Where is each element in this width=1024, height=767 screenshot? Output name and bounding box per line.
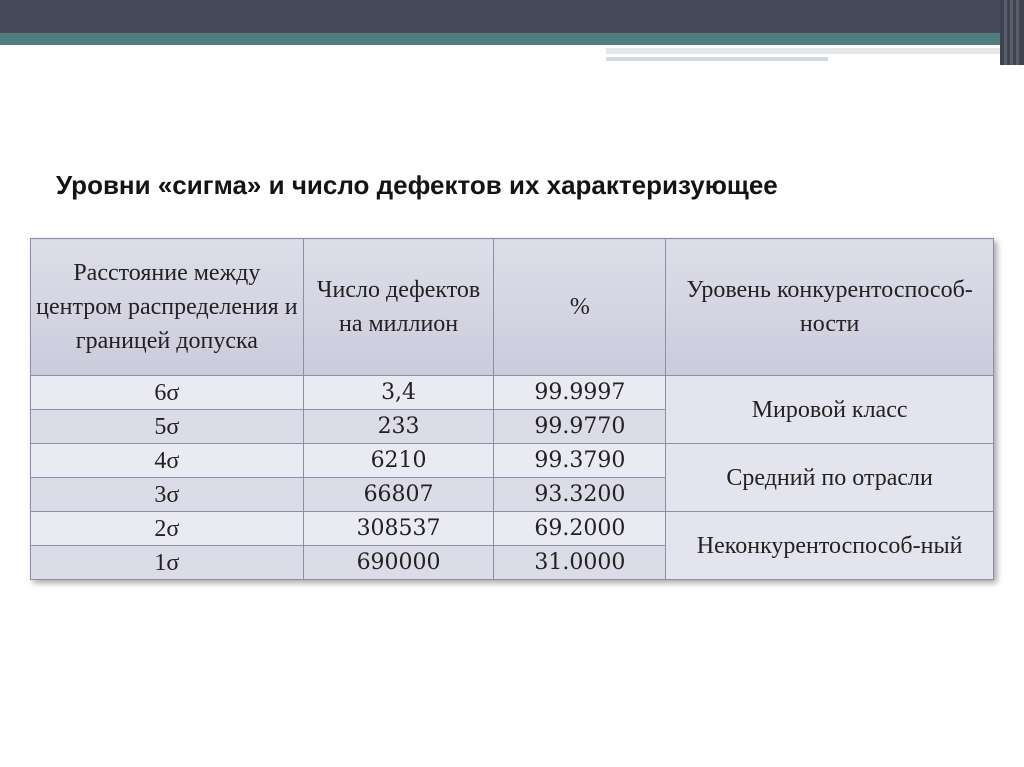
- sigma-table: [30, 238, 994, 580]
- sigma-cell: 1σ: [31, 546, 304, 580]
- header-defects: Число дефектов на миллион: [303, 239, 494, 376]
- header-corner-block: [1000, 0, 1024, 65]
- header-percent: %: [494, 239, 666, 376]
- sigma-cell: 6σ: [31, 376, 304, 410]
- sigma-cell: 3σ: [31, 478, 304, 512]
- percent-cell: 99.9770: [494, 410, 666, 444]
- level-cell-uncompetitive: Неконкурентоспособ-ный: [666, 512, 994, 580]
- header-accent-line: [606, 48, 1000, 54]
- table-header-row: [31, 239, 994, 376]
- table-row: [31, 512, 994, 546]
- sigma-cell: 2σ: [31, 512, 304, 546]
- level-cell-industry-average: Средний по отрасли: [666, 444, 994, 512]
- table-row: [31, 444, 994, 478]
- defects-cell: 690000: [303, 546, 494, 580]
- percent-cell: 93.3200: [494, 478, 666, 512]
- defects-cell: 3,4: [303, 376, 494, 410]
- header-bar-teal: [0, 33, 1000, 45]
- header-accent-line-short: [606, 57, 828, 61]
- slide-title: Уровни «сигма» и число дефектов их характеризующее: [56, 170, 778, 200]
- sigma-cell: 4σ: [31, 444, 304, 478]
- percent-cell: 99.9997: [494, 376, 666, 410]
- header-bar-dark: [0, 0, 1000, 33]
- defects-cell: 6210: [303, 444, 494, 478]
- defects-cell: 308537: [303, 512, 494, 546]
- table-row: [31, 376, 994, 410]
- sigma-cell: 5σ: [31, 410, 304, 444]
- percent-cell: 99.3790: [494, 444, 666, 478]
- percent-cell: 69.2000: [494, 512, 666, 546]
- percent-cell: 31.0000: [494, 546, 666, 580]
- defects-cell: 66807: [303, 478, 494, 512]
- header-competitiveness: Уровень конкурентоспособ-ности: [666, 239, 994, 376]
- level-cell-world-class: Мировой класс: [666, 376, 994, 444]
- header-distance: Расстояние между центром распределения и границей допуска: [31, 239, 304, 376]
- defects-cell: 233: [303, 410, 494, 444]
